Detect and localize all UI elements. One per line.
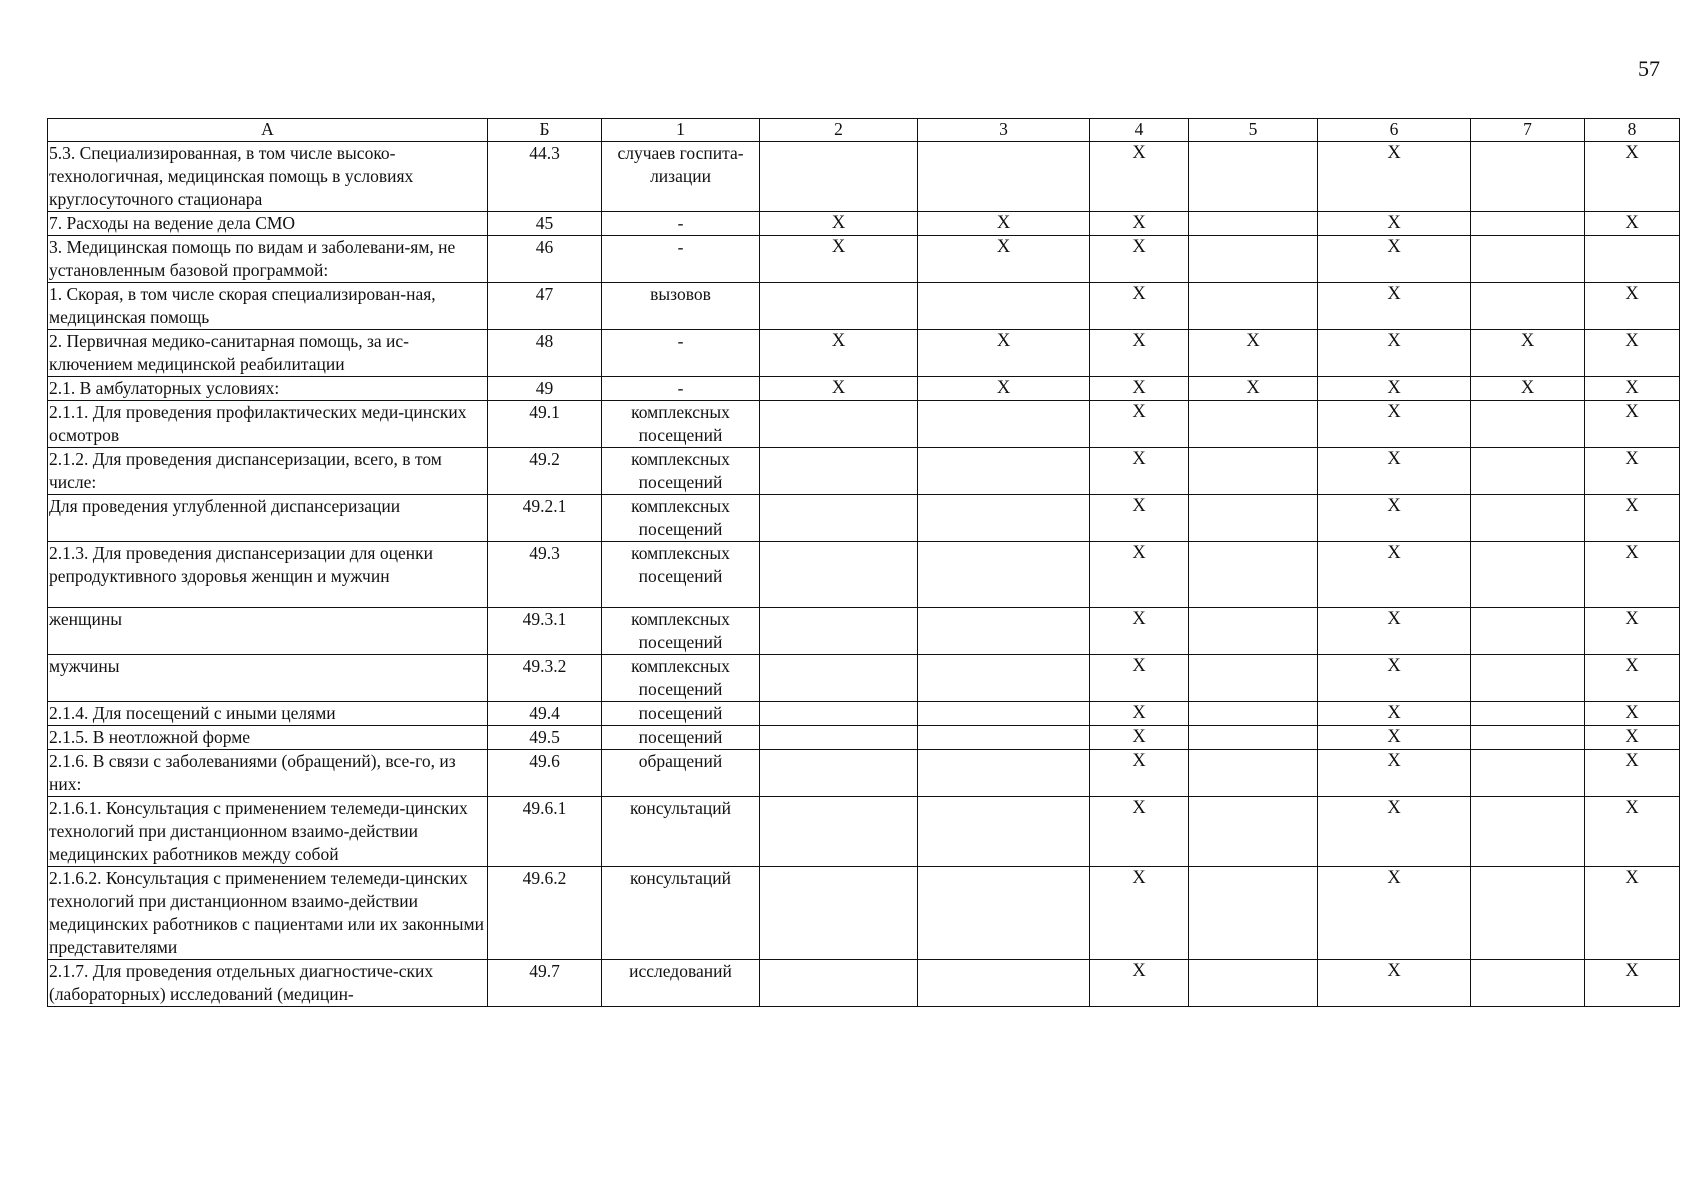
row-code: 49.4 (488, 702, 602, 726)
row-col-4: X (1090, 142, 1189, 212)
row-col-7 (1471, 797, 1585, 867)
row-code: 49 (488, 377, 602, 401)
row-name: 3. Медицинская помощь по видам и заболевани-ям, не установленным базовой программой: (48, 236, 488, 283)
row-code: 49.6 (488, 750, 602, 797)
row-col-8: X (1585, 750, 1680, 797)
row-col-4: X (1090, 608, 1189, 655)
table-row (48, 797, 1680, 867)
col-header: А (48, 119, 488, 142)
row-col-3 (918, 142, 1090, 212)
row-col-8 (1585, 236, 1680, 283)
row-col-3 (918, 702, 1090, 726)
row-col-3: X (918, 236, 1090, 283)
row-col-5 (1189, 797, 1318, 867)
table-row (48, 867, 1680, 960)
row-col-3 (918, 542, 1090, 608)
row-col-3: X (918, 212, 1090, 236)
col-header: Б (488, 119, 602, 142)
col-header: 6 (1318, 119, 1471, 142)
table-row (48, 377, 1680, 401)
row-col-3 (918, 726, 1090, 750)
row-code: 44.3 (488, 142, 602, 212)
row-name: 2.1.2. Для проведения диспансеризации, всего, в том числе: (48, 448, 488, 495)
row-col-4: X (1090, 750, 1189, 797)
row-col-7 (1471, 960, 1585, 1007)
row-col-2 (760, 448, 918, 495)
row-col-8: X (1585, 542, 1680, 608)
row-col-5 (1189, 867, 1318, 960)
col-header: 3 (918, 119, 1090, 142)
row-col-2 (760, 797, 918, 867)
row-col-5 (1189, 448, 1318, 495)
row-unit: посещений (602, 702, 760, 726)
col-header: 2 (760, 119, 918, 142)
row-col-4: X (1090, 377, 1189, 401)
row-col-2: X (760, 236, 918, 283)
page-number: 57 (1638, 56, 1660, 81)
row-col-5 (1189, 655, 1318, 702)
row-col-7 (1471, 401, 1585, 448)
row-col-4: X (1090, 542, 1189, 608)
row-unit: комплексных посещений (602, 655, 760, 702)
row-col-5 (1189, 401, 1318, 448)
row-col-5 (1189, 212, 1318, 236)
row-col-5 (1189, 608, 1318, 655)
row-name: 5.3. Специализированная, в том числе высоко-технологичная, медицинская помощь в условиях круглосуточного стационара (48, 142, 488, 212)
row-col-7 (1471, 726, 1585, 750)
row-unit: комплексных посещений (602, 401, 760, 448)
col-header: 4 (1090, 119, 1189, 142)
row-col-2: X (760, 212, 918, 236)
row-col-8: X (1585, 797, 1680, 867)
table-row (48, 750, 1680, 797)
row-col-2 (760, 495, 918, 542)
row-col-8: X (1585, 142, 1680, 212)
row-col-6: X (1318, 750, 1471, 797)
row-col-3 (918, 960, 1090, 1007)
row-code: 49.1 (488, 401, 602, 448)
row-col-7 (1471, 867, 1585, 960)
row-col-8: X (1585, 726, 1680, 750)
row-col-5 (1189, 750, 1318, 797)
row-col-7 (1471, 283, 1585, 330)
row-col-5 (1189, 142, 1318, 212)
row-col-5 (1189, 236, 1318, 283)
row-code: 49.5 (488, 726, 602, 750)
row-unit: - (602, 377, 760, 401)
row-col-6: X (1318, 702, 1471, 726)
table-row (48, 330, 1680, 377)
row-name: Для проведения углубленной диспансеризации (48, 495, 488, 542)
row-col-5: X (1189, 377, 1318, 401)
row-name: 2.1.1. Для проведения профилактических меди-цинских осмотров (48, 401, 488, 448)
row-name: 2.1.7. Для проведения отдельных диагностиче-ских (лабораторных) исследований (медицин- (48, 960, 488, 1007)
row-col-2 (760, 867, 918, 960)
row-col-6: X (1318, 542, 1471, 608)
row-col-3: X (918, 377, 1090, 401)
row-col-5 (1189, 283, 1318, 330)
row-unit: посещений (602, 726, 760, 750)
row-col-8: X (1585, 212, 1680, 236)
table-row (48, 726, 1680, 750)
row-col-4: X (1090, 236, 1189, 283)
table-row (48, 448, 1680, 495)
row-col-6: X (1318, 797, 1471, 867)
row-col-3 (918, 797, 1090, 867)
row-unit: комплексных посещений (602, 608, 760, 655)
row-col-5: X (1189, 330, 1318, 377)
row-col-8: X (1585, 283, 1680, 330)
row-col-8: X (1585, 448, 1680, 495)
row-col-3 (918, 655, 1090, 702)
row-code: 45 (488, 212, 602, 236)
table-row (48, 236, 1680, 283)
row-col-6: X (1318, 960, 1471, 1007)
row-col-2 (760, 702, 918, 726)
row-unit: комплексных посещений (602, 542, 760, 608)
row-code: 47 (488, 283, 602, 330)
row-col-6: X (1318, 867, 1471, 960)
row-col-2 (760, 750, 918, 797)
row-col-8: X (1585, 377, 1680, 401)
row-code: 49.2.1 (488, 495, 602, 542)
row-unit: - (602, 212, 760, 236)
row-col-5 (1189, 702, 1318, 726)
row-col-3 (918, 283, 1090, 330)
row-name: 2.1.4. Для посещений с иными целями (48, 702, 488, 726)
row-code: 46 (488, 236, 602, 283)
row-col-3 (918, 750, 1090, 797)
row-name: 2.1.6.2. Консультация с применением телемеди-цинских технологий при дистанционном взаимо-действии медицинских работников с пациентами или их законными представителями (48, 867, 488, 960)
row-col-2 (760, 655, 918, 702)
row-code: 49.3 (488, 542, 602, 608)
row-col-5 (1189, 495, 1318, 542)
row-col-6: X (1318, 448, 1471, 495)
row-code: 49.3.1 (488, 608, 602, 655)
col-header: 7 (1471, 119, 1585, 142)
row-name: 2.1.5. В неотложной форме (48, 726, 488, 750)
row-col-6: X (1318, 377, 1471, 401)
table-row (48, 212, 1680, 236)
row-unit: вызовов (602, 283, 760, 330)
row-col-3 (918, 608, 1090, 655)
row-col-6: X (1318, 283, 1471, 330)
row-unit: - (602, 236, 760, 283)
row-col-4: X (1090, 212, 1189, 236)
row-col-5 (1189, 542, 1318, 608)
row-unit: исследований (602, 960, 760, 1007)
row-col-8: X (1585, 495, 1680, 542)
row-col-4: X (1090, 702, 1189, 726)
row-col-4: X (1090, 448, 1189, 495)
row-unit: случаев госпита-лизации (602, 142, 760, 212)
row-col-4: X (1090, 797, 1189, 867)
row-col-4: X (1090, 283, 1189, 330)
row-col-2 (760, 542, 918, 608)
row-name: 7. Расходы на ведение дела СМО (48, 212, 488, 236)
table-row (48, 702, 1680, 726)
row-col-8: X (1585, 330, 1680, 377)
row-col-7 (1471, 142, 1585, 212)
table-row (48, 283, 1680, 330)
row-col-7 (1471, 495, 1585, 542)
row-col-7 (1471, 542, 1585, 608)
row-code: 48 (488, 330, 602, 377)
table-row (48, 542, 1680, 608)
row-col-7 (1471, 236, 1585, 283)
row-code: 49.7 (488, 960, 602, 1007)
row-col-2 (760, 401, 918, 448)
row-col-6: X (1318, 495, 1471, 542)
row-code: 49.6.1 (488, 797, 602, 867)
table-row (48, 655, 1680, 702)
data-table (47, 118, 1680, 1007)
row-code: 49.6.2 (488, 867, 602, 960)
row-col-7 (1471, 212, 1585, 236)
row-col-8: X (1585, 655, 1680, 702)
row-unit: комплексных посещений (602, 448, 760, 495)
row-col-7 (1471, 655, 1585, 702)
row-col-2 (760, 726, 918, 750)
row-name: 2.1.3. Для проведения диспансеризации для оценки репродуктивного здоровья женщин и мужчин (48, 542, 488, 608)
row-unit: - (602, 330, 760, 377)
table-row (48, 142, 1680, 212)
row-col-3 (918, 448, 1090, 495)
col-header: 8 (1585, 119, 1680, 142)
row-col-8: X (1585, 401, 1680, 448)
row-col-7: X (1471, 377, 1585, 401)
row-code: 49.3.2 (488, 655, 602, 702)
row-unit: обращений (602, 750, 760, 797)
table-row (48, 608, 1680, 655)
row-col-3 (918, 495, 1090, 542)
row-col-4: X (1090, 867, 1189, 960)
row-col-8: X (1585, 608, 1680, 655)
row-col-7 (1471, 448, 1585, 495)
row-code: 49.2 (488, 448, 602, 495)
row-col-6: X (1318, 608, 1471, 655)
row-col-2: X (760, 377, 918, 401)
row-name: 1. Скорая, в том числе скорая специализирован-ная, медицинская помощь (48, 283, 488, 330)
row-col-6: X (1318, 236, 1471, 283)
header-row (48, 119, 1680, 142)
row-col-6: X (1318, 726, 1471, 750)
table-body (48, 142, 1680, 1007)
row-col-2 (760, 283, 918, 330)
row-col-4: X (1090, 495, 1189, 542)
row-col-4: X (1090, 401, 1189, 448)
row-col-7 (1471, 608, 1585, 655)
row-col-2 (760, 960, 918, 1007)
row-name: женщины (48, 608, 488, 655)
row-col-8: X (1585, 867, 1680, 960)
row-col-8: X (1585, 960, 1680, 1007)
row-name: мужчины (48, 655, 488, 702)
row-col-8: X (1585, 702, 1680, 726)
row-col-6: X (1318, 142, 1471, 212)
row-col-6: X (1318, 212, 1471, 236)
row-col-2: X (760, 330, 918, 377)
row-name: 2.1.6.1. Консультация с применением телемеди-цинских технологий при дистанционном взаимо-действии медицинских работников между собой (48, 797, 488, 867)
row-col-6: X (1318, 401, 1471, 448)
table-row (48, 960, 1680, 1007)
row-name: 2. Первичная медико-санитарная помощь, за ис-ключением медицинской реабилитации (48, 330, 488, 377)
table-row (48, 495, 1680, 542)
row-col-2 (760, 608, 918, 655)
row-col-3 (918, 401, 1090, 448)
row-col-6: X (1318, 330, 1471, 377)
row-col-5 (1189, 726, 1318, 750)
row-col-4: X (1090, 655, 1189, 702)
row-col-4: X (1090, 960, 1189, 1007)
row-col-7: X (1471, 330, 1585, 377)
table-row (48, 401, 1680, 448)
row-unit: комплексных посещений (602, 495, 760, 542)
row-name: 2.1. В амбулаторных условиях: (48, 377, 488, 401)
row-col-4: X (1090, 330, 1189, 377)
row-col-5 (1189, 960, 1318, 1007)
row-col-3 (918, 867, 1090, 960)
row-unit: консультаций (602, 797, 760, 867)
row-col-3: X (918, 330, 1090, 377)
row-name: 2.1.6. В связи с заболеваниями (обращений), все-го, из них: (48, 750, 488, 797)
row-col-6: X (1318, 655, 1471, 702)
row-col-4: X (1090, 726, 1189, 750)
col-header: 1 (602, 119, 760, 142)
col-header: 5 (1189, 119, 1318, 142)
row-col-7 (1471, 702, 1585, 726)
row-col-7 (1471, 750, 1585, 797)
row-unit: консультаций (602, 867, 760, 960)
row-col-2 (760, 142, 918, 212)
